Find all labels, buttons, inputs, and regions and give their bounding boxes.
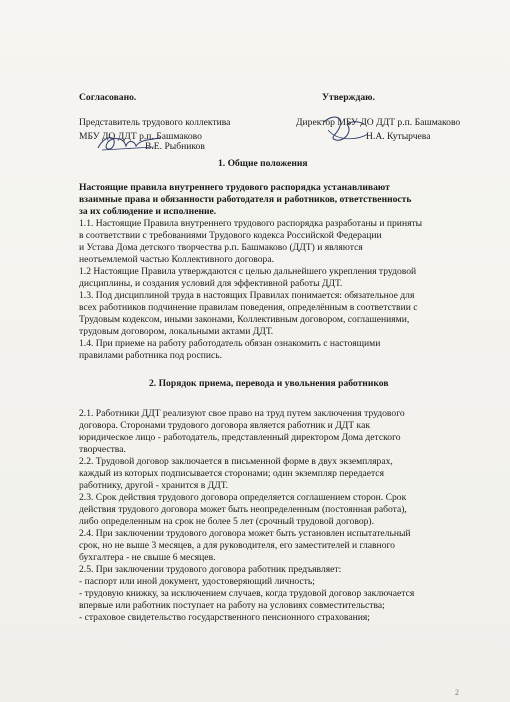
section2-line: 2.4. При заключении трудового договора может быть установлен испытательный [79,528,411,539]
section2-line: впервые или работник поступает на работу на условиях совместительства; [79,600,385,611]
section2-line: - страховое свидетельство государственного пенсионного страхования; [79,612,370,623]
section1-title: 1. Общие положения [218,158,308,169]
section2-line: 2.3. Срок действия трудового договора определяется соглашением сторон. Срок [79,492,407,503]
section1-line: дисциплины, и создания условий для эффективной работы ДДТ. [79,278,343,289]
section2-line: срок, но не выше 3 месяцев, а для руководителя, его заместителей и главного [79,540,395,551]
section2-line: либо определенным на срок не более 5 лет (срочный трудовой договор). [79,516,375,527]
section2-line: каждый из которых подписывается сторонами; один экземпляр передается [79,468,384,479]
section1-line: 1.2 Настоящие Правила утверждаются с целью дальнейшего укрепления трудовой [79,266,417,277]
director-signature [318,112,372,148]
organization-name: МБУ ДО ДДТ р.п. Башмаково [79,131,202,142]
director-title: Директор МБУ ДО ДДТ р.п. Башмаково [296,117,461,128]
page-number: 2 [455,688,459,697]
section1-line: Трудовым кодексом, иными законами, Коллективным договором, соглашениями, [79,314,410,325]
section1-intro-line-2: взаимные права и обязанности работодателя и работников, ответственность [79,194,412,205]
section2-line: работнику, другой - хранится в ДДТ. [79,480,229,491]
representative-signature [94,130,164,156]
section1-line: всех работников подчинение правилам поведения, определённым в соответствии с [79,302,418,313]
section1-line: 1.1. Настоящие Правила внутреннего трудового распорядка разработаны и приняты [79,218,423,229]
section2-line: действия трудового договора может быть неопределенным (постоянная работа), [79,504,407,515]
director-name: Н.А. Кутырчева [366,131,431,142]
section1-line: 1.4. При приеме на работу работодатель обязан ознакомить с настоящими [79,338,381,349]
section2-line: договора. Сторонами трудового договора является работник и ДДТ как [79,420,370,431]
section1-line: и Устава Дома детского творчества р.п. Башмаково (ДДТ) и являются [79,242,363,253]
section2-line: 2.5. При заключении трудового договора работник предъявляет: [79,564,342,575]
agreed-label: Согласовано. [79,92,137,103]
section1-intro-line-3: за их соблюдение и исполнение. [79,206,217,217]
section2-line: юридическое лицо - работодатель, представленный директором Дома детского [79,432,401,443]
representative-name: В.Е. Рыбников [145,141,205,152]
section1-line: неотъемлемой частью Коллективного договора. [79,254,274,265]
section2-line: 2.1. Работники ДДТ реализуют свое право на труд путем заключения трудового [79,408,405,419]
section1-intro-line-1: Настоящие правила внутреннего трудового распорядка устанавливают [79,182,390,193]
section1-line: правилами работника под роспись. [79,350,223,361]
section2-line: - паспорт или иной документ, удостоверяющий личность; [79,576,315,587]
section1-line: в соответствии с требованиями Трудового кодекса Российской Федерации [79,230,382,241]
section1-line: 1.3. Под дисциплиной труда в настоящих Правилах понимается: обязательное для [79,290,415,301]
section1-line: трудовым договором, локальными актами ДДТ. [79,326,274,337]
approve-label: Утверждаю. [322,92,375,103]
representative-title: Представитель трудового коллектива [79,117,231,128]
section2-line: - трудовую книжку, за исключением случаев, когда трудовой договор заключается [79,588,415,599]
section2-line: 2.2. Трудовой договор заключается в письменной форме в двух экземплярах, [79,456,393,467]
section2-line: бухгалтера - не свыше 6 месяцев. [79,552,216,563]
section2-title: 2. Порядок приема, перевода и увольнения работников [149,378,389,389]
section2-line: творчества. [79,444,126,455]
